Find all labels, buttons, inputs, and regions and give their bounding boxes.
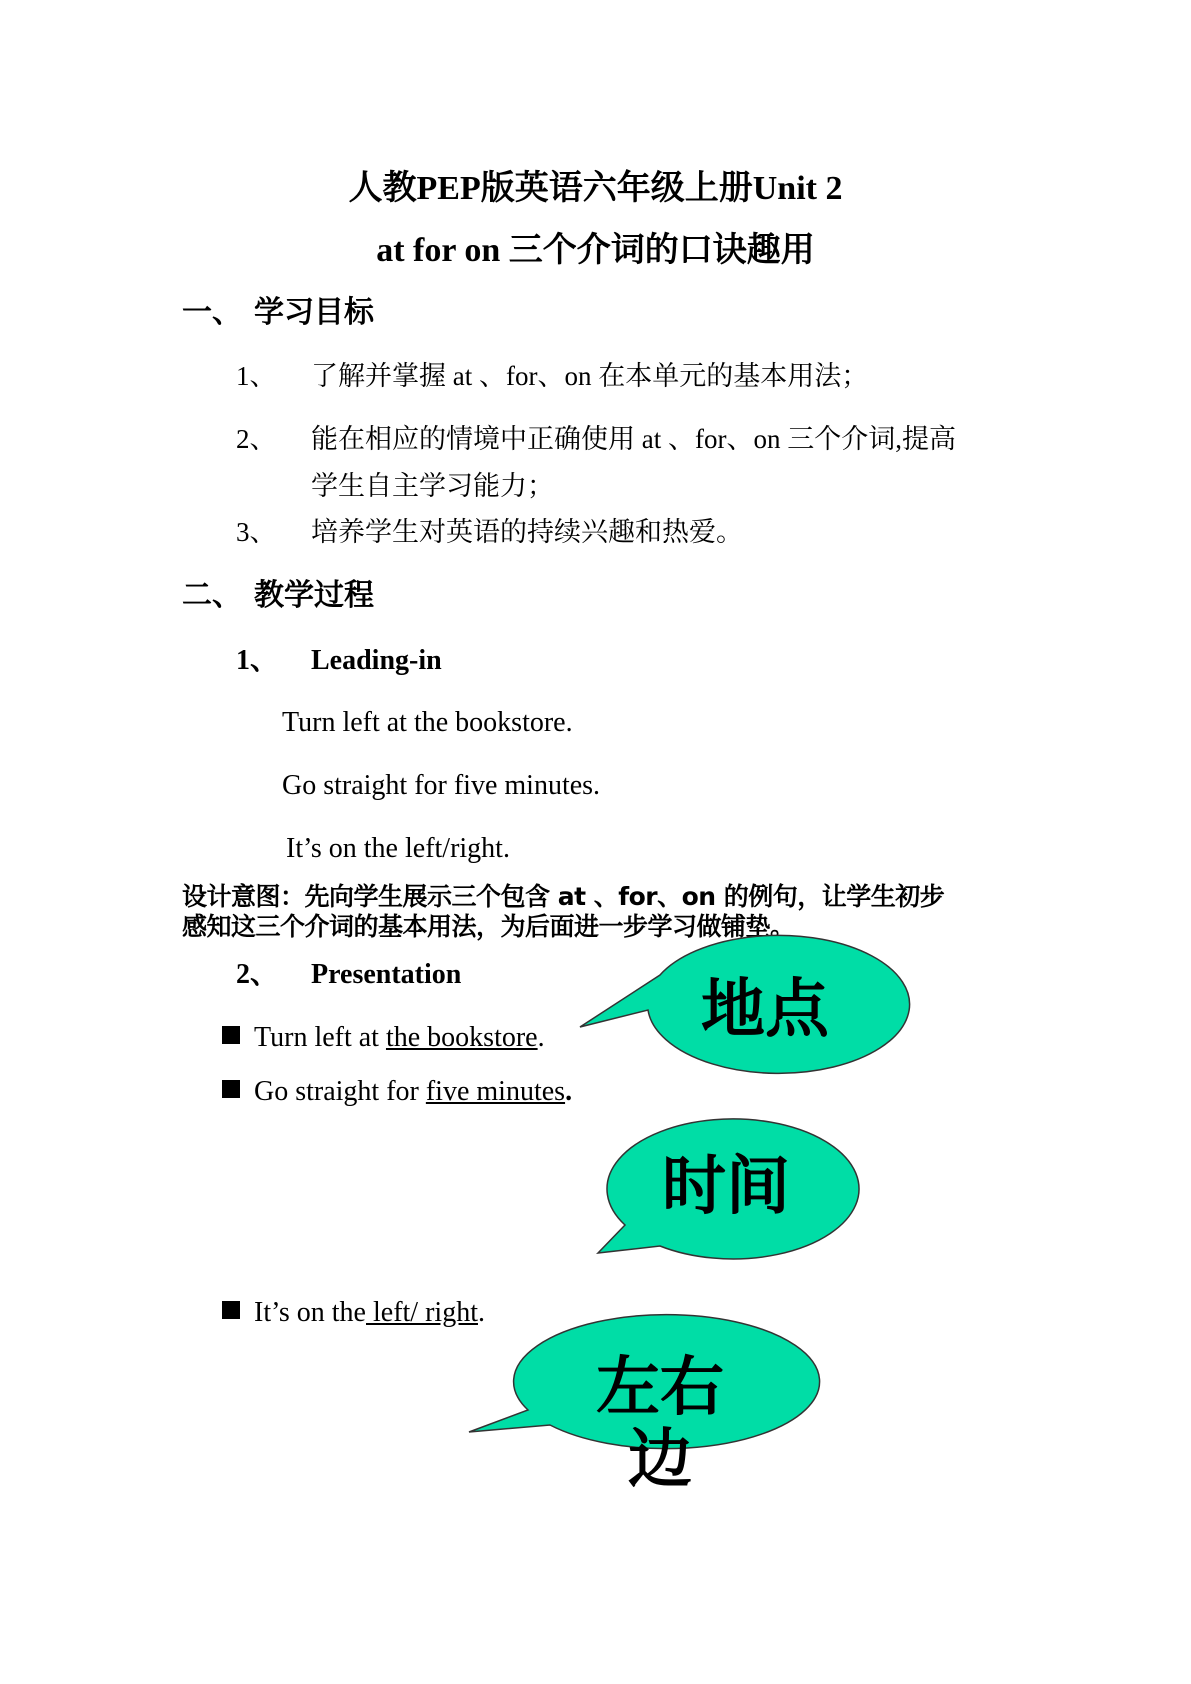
document-subtitle: at for on 三个介词的口诀趣用	[376, 232, 815, 269]
section-title: 教学过程	[254, 578, 374, 613]
presentation-bullet	[222, 1024, 545, 1052]
bullet-punct: .	[565, 1076, 573, 1107]
example-sentence: Go straight for five minutes.	[282, 770, 601, 801]
design-intent-line: 感知这三个介词的基本用法，为后面进一步学习做铺垫。	[182, 912, 795, 941]
square-bullet-icon	[222, 1301, 240, 1319]
example-sentence: Turn left at the bookstore.	[282, 707, 573, 738]
section-number: 一、	[182, 295, 242, 330]
bubble-label-direction: 左右	[596, 1351, 724, 1425]
document-title: 人教PEP版英语六年级上册Unit 2	[348, 170, 843, 207]
underlined-phrase: the bookstore	[385, 1022, 538, 1053]
subsection-number: 1、	[236, 645, 279, 676]
bubble-label-direction-line2: 边	[628, 1423, 692, 1497]
underlined-phrase: five minutes	[425, 1076, 566, 1107]
presentation-bullet	[222, 1299, 485, 1327]
item-text: 能在相应的情境中正确使用 at 、for、on 三个介词,提高	[311, 424, 956, 454]
item-text: 培养学生对英语的持续兴趣和热爱。	[311, 517, 743, 547]
bullet-punct: .	[477, 1297, 485, 1328]
section-title: 学习目标	[254, 295, 374, 330]
presentation-bullet	[222, 1078, 572, 1106]
subsection-title: Presentation	[311, 959, 462, 990]
bubble-label-time: 时间	[662, 1150, 790, 1224]
subsection-number: 2、	[236, 959, 279, 990]
design-intent-line: 设计意图：先向学生展示三个包含 at 、for、on 的例句，让学生初步	[182, 882, 945, 911]
bullet-text: Go straight for	[254, 1076, 426, 1107]
bullet-punct: .	[537, 1022, 545, 1053]
goal-item-continuation: 学生自主学习能力；	[311, 471, 554, 501]
item-number: 1、	[236, 361, 277, 391]
section-number: 二、	[182, 578, 242, 613]
item-text: 了解并掌握 at 、for、on 在本单元的基本用法；	[311, 361, 869, 391]
underlined-phrase: left/ right	[366, 1297, 478, 1328]
square-bullet-icon	[222, 1026, 240, 1044]
bullet-text: Turn left at	[254, 1022, 386, 1053]
item-number: 2、	[236, 424, 277, 454]
bullet-text: It’s on the	[254, 1297, 366, 1328]
example-sentence: It’s on the left/right.	[286, 833, 510, 864]
item-number: 3、	[236, 517, 277, 547]
bubble-label-place: 地点	[701, 973, 829, 1047]
square-bullet-icon	[222, 1080, 240, 1098]
subsection-title: Leading-in	[311, 645, 442, 676]
